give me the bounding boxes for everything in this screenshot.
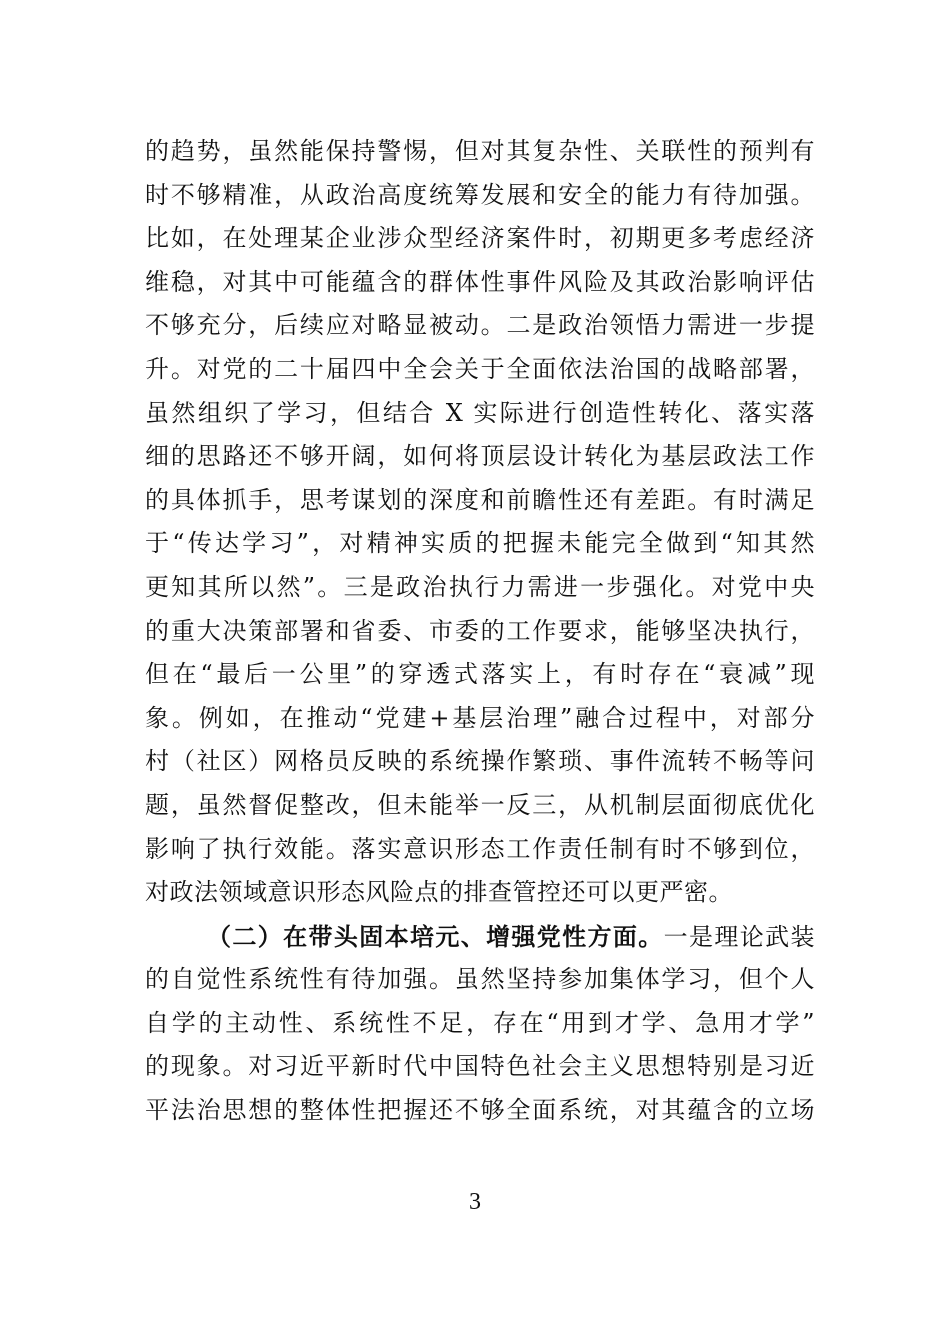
text-line: 的具体抓手，思考谋划的深度和前瞻性还有差距。有时满足 <box>145 485 815 514</box>
text-line: 但在“最后一公里”的穿透式落实上，有时存在“衰减”现 <box>145 660 815 689</box>
section-first-line <box>145 915 815 959</box>
text-line: 虽然组织了学习，但结合 X 实际进行创造性转化、落实落 <box>145 398 815 427</box>
text-line: 平法治思想的整体性把握还不够全面系统，对其蕴含的立场 <box>145 1096 815 1125</box>
text-line: 时不够精准，从政治高度统筹发展和安全的能力有待加强。 <box>145 180 815 209</box>
text-line: 维稳，对其中可能蕴含的群体性事件风险及其政治影响评估 <box>145 267 815 296</box>
text-line: 象。例如，在推动“党建+基层治理”融合过程中，对部分 <box>145 703 815 732</box>
text-line: 题，虽然督促整改，但未能举一反三，从机制层面彻底优化 <box>145 790 815 819</box>
text-line: 影响了执行效能。落实意识形态工作责任制有时不够到位， <box>145 834 815 863</box>
page-number: 3 <box>469 1189 481 1215</box>
text-line: 细的思路还不够开阔，如何将顶层设计转化为基层政法工作 <box>145 442 815 471</box>
body-text <box>145 130 815 1133</box>
text-line: 的自觉性系统性有待加强。虽然坚持参加集体学习，但个人 <box>145 965 815 994</box>
text-line: 升。对党的二十届四中全会关于全面依法治国的战略部署， <box>145 354 815 383</box>
text-line: 比如，在处理某企业涉众型经济案件时，初期更多考虑经济 <box>145 224 815 253</box>
text-line: 对政法领域意识形态风险点的排查管控还可以更严密。 <box>145 878 733 907</box>
section-first-line-text: 一是理论武装 <box>663 922 816 951</box>
text-line: 于“传达学习”，对精神实质的把握未能完全做到“知其然 <box>145 529 815 558</box>
text-line: 的趋势，虽然能保持警惕，但对其复杂性、关联性的预判有 <box>145 137 815 165</box>
text-line: 更知其所以然”。三是政治执行力需进一步强化。对党中央 <box>145 572 815 601</box>
text-line: 的现象。对习近平新时代中国特色社会主义思想特别是习近 <box>145 1052 815 1081</box>
text-line: 自学的主动性、系统性不足，存在“用到才学、急用才学” <box>145 1008 815 1037</box>
section-heading: （二）在带头固本培元、增强党性方面。 <box>207 921 664 951</box>
text-line: 的重大决策部署和省委、市委的工作要求，能够坚决执行， <box>145 616 815 645</box>
text-line: 不够充分，后续应对略显被动。二是政治领悟力需进一步提 <box>145 311 815 340</box>
text-line: 村（社区）网格员反映的系统操作繁琐、事件流转不畅等问 <box>145 747 815 776</box>
